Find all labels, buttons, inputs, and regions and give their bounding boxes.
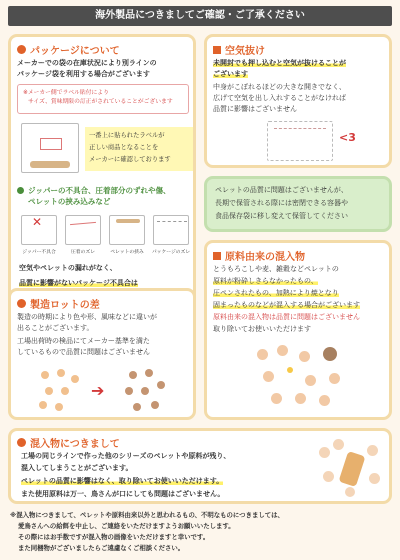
storage-text-3: 食品保存袋に移し変えて保管してください bbox=[215, 212, 348, 220]
lot-section bbox=[8, 288, 196, 420]
bullet-icon bbox=[213, 46, 221, 54]
air-text-1: 未開封でも押し込むと空気が抜けることが bbox=[213, 59, 346, 67]
package-label-sticker bbox=[40, 138, 62, 150]
lot-pellets-before bbox=[37, 369, 81, 413]
bullet-icon bbox=[17, 187, 24, 194]
air-title: 空気抜け bbox=[213, 42, 265, 57]
zipper-title-2: ペレットの挟み込みなど bbox=[28, 197, 111, 206]
lot-text-2: 出ることがございます。 bbox=[17, 324, 94, 332]
package-text-1: メーカーでの袋の在庫状況により別ラインの bbox=[17, 59, 157, 67]
air-text-4: 広げて空気を出し入れすることがなければ bbox=[213, 94, 346, 102]
bullet-icon bbox=[17, 299, 26, 308]
bullet-icon bbox=[17, 438, 26, 447]
footer-text-1: ※混入物につきまして、ペレットや原料由来以外と思われるもの、不明なものにつきましては、 bbox=[10, 511, 284, 519]
bag-label-1: ジッパー不具合 bbox=[22, 250, 56, 255]
label-note-1: 一番上に貼られたラベルが bbox=[89, 132, 165, 139]
package-title: パッケージについて bbox=[17, 42, 120, 57]
origin-section bbox=[204, 240, 392, 420]
origin-text-6: 取り除いてお使いいただけます bbox=[213, 325, 311, 333]
arrow-right-icon: ➔ bbox=[91, 381, 105, 400]
foreign-text-2: 混入してしまうことがございます。 bbox=[21, 464, 133, 472]
label-note-3: メーカーに確認しております bbox=[89, 156, 171, 163]
storage-text-2: 長期で保管される際には密閉できる容器や bbox=[215, 199, 348, 207]
lot-title: 製造ロットの差 bbox=[17, 296, 100, 311]
zipper-text-2: 品質に影響がないパッケージ不具合は bbox=[19, 279, 138, 287]
footer-text-4: また同梱物がございましたらご遠慮なくご相談ください。 bbox=[18, 544, 185, 552]
lot-text-4: しているもので品質に問題はございません bbox=[17, 348, 150, 356]
zipper-title: ジッパーの不具合、圧着部分のずれや傷、 bbox=[17, 185, 171, 196]
bag-pellet bbox=[109, 215, 145, 245]
air-text-2: ございます bbox=[213, 70, 248, 78]
lot-pellets-after bbox=[119, 369, 169, 413]
foreign-title: 混入物につきまして bbox=[17, 435, 120, 450]
label-note bbox=[85, 127, 193, 171]
package-section bbox=[8, 34, 196, 314]
package-text-2: パッケージ袋を利用する場合がございます bbox=[17, 70, 150, 78]
lot-text-1: 製造の時期により色や形、風味などに違いが bbox=[17, 313, 157, 321]
origin-pellet-illustration bbox=[247, 343, 357, 411]
foreign-pellet-illustration bbox=[317, 437, 387, 499]
bag-seal bbox=[65, 215, 101, 245]
close-icon: ✕ bbox=[32, 215, 43, 229]
package-note bbox=[17, 84, 189, 114]
air-section bbox=[204, 34, 392, 168]
origin-text-5: 原料由来の混入物は品質に問題はございません bbox=[213, 313, 360, 321]
bag-label-3: ペレットの挟み bbox=[110, 250, 144, 255]
foreign-section bbox=[8, 428, 392, 504]
package-pellets bbox=[30, 161, 70, 168]
lot-text-3: 工場出荷時の検品にてメーカー基準を満た bbox=[17, 337, 150, 345]
label-note-2: 正しい商品となることを bbox=[89, 144, 159, 151]
footer-notes bbox=[10, 510, 392, 554]
air-bag-illustration bbox=[267, 121, 333, 161]
bullet-icon bbox=[213, 252, 221, 260]
page-header: 海外製品につきましてご確認・ご了承ください bbox=[8, 6, 392, 26]
air-flow-mark: <3 bbox=[339, 131, 356, 144]
air-text-5: 品質に影響はございません bbox=[213, 105, 297, 113]
package-illustration bbox=[21, 123, 79, 173]
footer-text-2: 愛鳥さんへの給餌を中止し、ご連絡をいただけますようお願いいたします。 bbox=[18, 522, 235, 530]
origin-text-1: とうもろこしや麦、雑穀などペレットの bbox=[213, 265, 339, 273]
origin-title: 原料由来の混入物 bbox=[213, 248, 305, 263]
package-note-title: ※メーカー側でラベル貼付により bbox=[23, 90, 109, 96]
air-text-3: 中身がこぼれるほどの大きな開きでなく、 bbox=[213, 83, 346, 91]
storage-section bbox=[204, 176, 392, 232]
package-note-body: サイズ、賞味期限の訂正がされていることがございます bbox=[28, 99, 173, 105]
origin-text-2: 原料が粉砕しきらなかったもの、 bbox=[213, 277, 318, 285]
origin-text-4: 固まったものなどが混入する場合がございます bbox=[213, 301, 360, 309]
storage-text-1: ペレットの品質に問題はございませんが、 bbox=[215, 186, 348, 194]
bag-label-4: パッケージのズレ bbox=[151, 250, 191, 255]
bag-shift bbox=[153, 215, 189, 245]
bag-zipper bbox=[21, 215, 57, 245]
footer-text-3: その際にはお手数ですが混入物の画像をいただけますと幸いです。 bbox=[18, 533, 210, 541]
origin-text-3: 圧ペンされたもの、加熱により焼となり bbox=[213, 289, 339, 297]
foreign-text-4: また使用原料は万一、鳥さんが口にしても問題はございません。 bbox=[21, 490, 225, 498]
foreign-text-1: 工場の同じラインで作った他のシリーズのペレットや原料が残り、 bbox=[21, 452, 231, 460]
foreign-text-3: ペレットの品質に影響はなく、取り除いてお使いいただけます。 bbox=[21, 477, 224, 485]
bag-label-2: 圧着のズレ bbox=[71, 250, 95, 255]
zipper-text-1: 空気やペレットの漏れがなく、 bbox=[19, 264, 117, 272]
bullet-icon bbox=[17, 45, 26, 54]
